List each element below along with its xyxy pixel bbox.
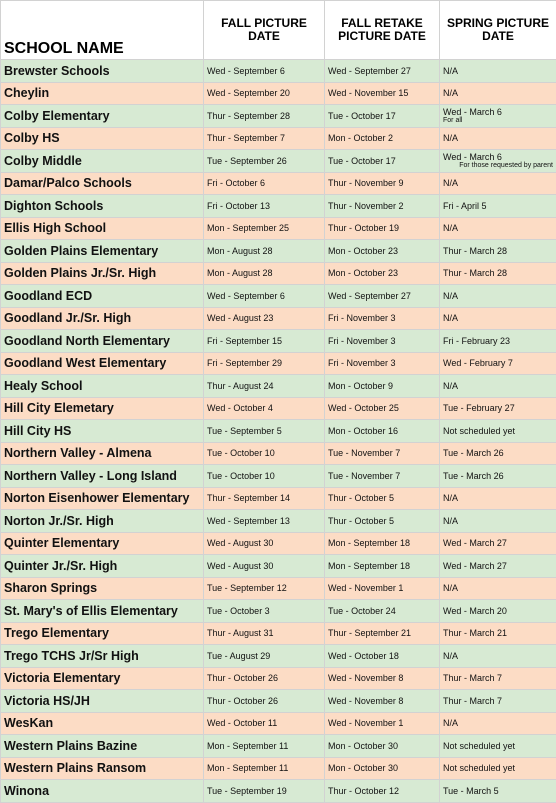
table-row bbox=[1, 240, 556, 263]
school-name-cell: Western Plains Ransom bbox=[1, 757, 204, 780]
spring-date-value: Tue - March 26 bbox=[443, 471, 504, 481]
spring-date-value: Thur - March 21 bbox=[443, 628, 507, 638]
table-row bbox=[1, 127, 556, 150]
spring-date-cell bbox=[440, 127, 556, 150]
table-row bbox=[1, 465, 556, 488]
retake-date-cell: Thur - November 9 bbox=[325, 172, 440, 195]
retake-date-cell: Thur - November 2 bbox=[325, 195, 440, 218]
retake-date-cell: Mon - October 16 bbox=[325, 420, 440, 443]
spring-date-cell bbox=[440, 600, 556, 623]
school-name-cell: Dighton Schools bbox=[1, 195, 204, 218]
spring-date-value: N/A bbox=[443, 66, 458, 76]
spring-date-cell bbox=[440, 577, 556, 600]
table-header bbox=[1, 1, 556, 60]
fall-date-cell: Mon - September 25 bbox=[204, 217, 325, 240]
header-spring-picture-date: SPRING PICTURE DATE bbox=[440, 1, 556, 60]
table-row bbox=[1, 442, 556, 465]
spring-date-cell bbox=[440, 465, 556, 488]
school-name-cell: Norton Eisenhower Elementary bbox=[1, 487, 204, 510]
spring-date-note: For those requested by parent bbox=[443, 162, 553, 170]
spring-date-value: Thur - March 28 bbox=[443, 246, 507, 256]
school-name-cell: Goodland North Elementary bbox=[1, 330, 204, 353]
table-row bbox=[1, 150, 556, 173]
table-row bbox=[1, 667, 556, 690]
school-name-cell: Hill City HS bbox=[1, 420, 204, 443]
header-school-name: SCHOOL NAME bbox=[1, 1, 204, 60]
table-row bbox=[1, 262, 556, 285]
school-name-cell: Colby Elementary bbox=[1, 105, 204, 128]
fall-date-cell: Thur - September 7 bbox=[204, 127, 325, 150]
fall-date-cell: Wed - September 6 bbox=[204, 285, 325, 308]
spring-date-cell bbox=[440, 420, 556, 443]
table-row bbox=[1, 307, 556, 330]
spring-date-value: N/A bbox=[443, 516, 458, 526]
table-row bbox=[1, 330, 556, 353]
spring-date-value: Tue - March 26 bbox=[443, 448, 504, 458]
retake-date-cell: Mon - September 18 bbox=[325, 532, 440, 555]
fall-date-cell: Fri - September 15 bbox=[204, 330, 325, 353]
spring-date-cell bbox=[440, 735, 556, 758]
fall-date-cell: Tue - September 5 bbox=[204, 420, 325, 443]
school-name-cell: Quinter Elementary bbox=[1, 532, 204, 555]
retake-date-cell: Mon - October 30 bbox=[325, 757, 440, 780]
spring-date-value: Wed - February 7 bbox=[443, 358, 513, 368]
retake-date-cell: Wed - November 8 bbox=[325, 690, 440, 713]
retake-date-cell: Wed - October 18 bbox=[325, 645, 440, 668]
table-row bbox=[1, 217, 556, 240]
spring-date-value: Fri - April 5 bbox=[443, 201, 487, 211]
spring-date-cell bbox=[440, 82, 556, 105]
spring-date-cell bbox=[440, 262, 556, 285]
fall-date-cell: Fri - October 6 bbox=[204, 172, 325, 195]
retake-date-cell: Tue - November 7 bbox=[325, 442, 440, 465]
spring-date-cell bbox=[440, 285, 556, 308]
table-row bbox=[1, 487, 556, 510]
spring-date-value: Thur - March 7 bbox=[443, 673, 502, 683]
fall-date-cell: Fri - September 29 bbox=[204, 352, 325, 375]
fall-date-cell: Thur - September 28 bbox=[204, 105, 325, 128]
school-name-cell: Cheylin bbox=[1, 82, 204, 105]
fall-date-cell: Tue - September 12 bbox=[204, 577, 325, 600]
spring-date-value: N/A bbox=[443, 651, 458, 661]
spring-date-cell bbox=[440, 240, 556, 263]
school-name-cell: Goodland ECD bbox=[1, 285, 204, 308]
spring-date-value: N/A bbox=[443, 88, 458, 98]
school-name-cell: Trego TCHS Jr/Sr High bbox=[1, 645, 204, 668]
spring-date-value: N/A bbox=[443, 178, 458, 188]
fall-date-cell: Wed - August 23 bbox=[204, 307, 325, 330]
school-name-cell: Northern Valley - Almena bbox=[1, 442, 204, 465]
fall-date-cell: Wed - September 6 bbox=[204, 60, 325, 83]
table-row bbox=[1, 600, 556, 623]
school-name-cell: St. Mary's of Ellis Elementary bbox=[1, 600, 204, 623]
spring-date-value: Wed - March 27 bbox=[443, 561, 507, 571]
table-row bbox=[1, 285, 556, 308]
table-row bbox=[1, 375, 556, 398]
spring-date-cell bbox=[440, 105, 556, 128]
spring-date-cell bbox=[440, 780, 556, 803]
spring-date-cell bbox=[440, 330, 556, 353]
school-name-cell: Ellis High School bbox=[1, 217, 204, 240]
table-row bbox=[1, 712, 556, 735]
retake-date-cell: Thur - October 12 bbox=[325, 780, 440, 803]
retake-date-cell: Mon - October 9 bbox=[325, 375, 440, 398]
spring-date-cell bbox=[440, 712, 556, 735]
school-name-cell: Golden Plains Jr./Sr. High bbox=[1, 262, 204, 285]
fall-date-cell: Mon - September 11 bbox=[204, 735, 325, 758]
spring-date-cell bbox=[440, 150, 556, 173]
fall-date-cell: Tue - October 10 bbox=[204, 442, 325, 465]
school-name-cell: Sharon Springs bbox=[1, 577, 204, 600]
header-fall-retake-date: FALL RETAKE PICTURE DATE bbox=[325, 1, 440, 60]
retake-date-cell: Thur - October 19 bbox=[325, 217, 440, 240]
school-name-cell: Colby Middle bbox=[1, 150, 204, 173]
spring-date-value: N/A bbox=[443, 313, 458, 323]
table-row bbox=[1, 397, 556, 420]
spring-date-cell bbox=[440, 307, 556, 330]
school-name-cell: Golden Plains Elementary bbox=[1, 240, 204, 263]
retake-date-cell: Thur - October 5 bbox=[325, 487, 440, 510]
retake-date-cell: Wed - November 15 bbox=[325, 82, 440, 105]
spring-date-value: Not scheduled yet bbox=[443, 763, 515, 773]
spring-date-cell bbox=[440, 645, 556, 668]
spring-date-value: Fri - February 23 bbox=[443, 336, 510, 346]
table-row bbox=[1, 690, 556, 713]
retake-date-cell: Fri - November 3 bbox=[325, 352, 440, 375]
retake-date-cell: Mon - October 30 bbox=[325, 735, 440, 758]
fall-date-cell: Wed - October 11 bbox=[204, 712, 325, 735]
spring-date-value: Not scheduled yet bbox=[443, 426, 515, 436]
school-name-cell: Colby HS bbox=[1, 127, 204, 150]
spring-date-cell bbox=[440, 375, 556, 398]
retake-date-cell: Wed - September 27 bbox=[325, 60, 440, 83]
school-name-cell: Goodland West Elementary bbox=[1, 352, 204, 375]
fall-date-cell: Tue - September 19 bbox=[204, 780, 325, 803]
school-name-cell: Brewster Schools bbox=[1, 60, 204, 83]
fall-date-cell: Mon - September 11 bbox=[204, 757, 325, 780]
school-name-cell: Damar/Palco Schools bbox=[1, 172, 204, 195]
table-row bbox=[1, 622, 556, 645]
fall-date-cell: Tue - October 3 bbox=[204, 600, 325, 623]
table-row bbox=[1, 532, 556, 555]
retake-date-cell: Mon - September 18 bbox=[325, 555, 440, 578]
retake-date-cell: Thur - September 21 bbox=[325, 622, 440, 645]
spring-date-note: For all bbox=[443, 117, 553, 125]
spring-date-value: Wed - March 6 bbox=[443, 107, 502, 117]
spring-date-cell bbox=[440, 622, 556, 645]
school-name-cell: Winona bbox=[1, 780, 204, 803]
school-name-cell: Western Plains Bazine bbox=[1, 735, 204, 758]
retake-date-cell: Wed - October 25 bbox=[325, 397, 440, 420]
retake-date-cell: Fri - November 3 bbox=[325, 330, 440, 353]
table-row bbox=[1, 780, 556, 803]
fall-date-cell: Thur - October 26 bbox=[204, 690, 325, 713]
school-name-cell: Quinter Jr./Sr. High bbox=[1, 555, 204, 578]
spring-date-cell bbox=[440, 60, 556, 83]
table-row bbox=[1, 105, 556, 128]
spring-date-value: N/A bbox=[443, 291, 458, 301]
table-row bbox=[1, 577, 556, 600]
spring-date-value: N/A bbox=[443, 583, 458, 593]
spring-date-value: Tue - March 5 bbox=[443, 786, 499, 796]
table-row bbox=[1, 82, 556, 105]
spring-date-cell bbox=[440, 510, 556, 533]
table-row bbox=[1, 172, 556, 195]
spring-date-cell bbox=[440, 397, 556, 420]
school-name-cell: Healy School bbox=[1, 375, 204, 398]
fall-date-cell: Thur - October 26 bbox=[204, 667, 325, 690]
spring-date-cell bbox=[440, 757, 556, 780]
spring-date-value: Wed - March 27 bbox=[443, 538, 507, 548]
fall-date-cell: Thur - August 31 bbox=[204, 622, 325, 645]
fall-date-cell: Thur - September 14 bbox=[204, 487, 325, 510]
table-row bbox=[1, 60, 556, 83]
spring-date-cell bbox=[440, 555, 556, 578]
spring-date-value: Thur - March 28 bbox=[443, 268, 507, 278]
table-row bbox=[1, 735, 556, 758]
school-name-cell: WesKan bbox=[1, 712, 204, 735]
fall-date-cell: Wed - September 20 bbox=[204, 82, 325, 105]
fall-date-cell: Tue - October 10 bbox=[204, 465, 325, 488]
retake-date-cell: Fri - November 3 bbox=[325, 307, 440, 330]
spring-date-value: Tue - February 27 bbox=[443, 403, 515, 413]
retake-date-cell: Mon - October 2 bbox=[325, 127, 440, 150]
school-name-cell: Goodland Jr./Sr. High bbox=[1, 307, 204, 330]
table-row bbox=[1, 555, 556, 578]
retake-date-cell: Tue - November 7 bbox=[325, 465, 440, 488]
retake-date-cell: Tue - October 17 bbox=[325, 150, 440, 173]
fall-date-cell: Wed - September 13 bbox=[204, 510, 325, 533]
table-row bbox=[1, 757, 556, 780]
school-name-cell: Trego Elementary bbox=[1, 622, 204, 645]
spring-date-cell bbox=[440, 487, 556, 510]
retake-date-cell: Wed - September 27 bbox=[325, 285, 440, 308]
retake-date-cell: Mon - October 23 bbox=[325, 240, 440, 263]
retake-date-cell: Wed - November 1 bbox=[325, 577, 440, 600]
fall-date-cell: Thur - August 24 bbox=[204, 375, 325, 398]
spring-date-value: Thur - March 7 bbox=[443, 696, 502, 706]
table-row bbox=[1, 510, 556, 533]
retake-date-cell: Wed - November 1 bbox=[325, 712, 440, 735]
spring-date-value: Wed - March 6 bbox=[443, 152, 502, 162]
fall-date-cell: Wed - August 30 bbox=[204, 532, 325, 555]
table-row bbox=[1, 420, 556, 443]
school-name-cell: Victoria Elementary bbox=[1, 667, 204, 690]
spring-date-cell bbox=[440, 352, 556, 375]
retake-date-cell: Tue - October 24 bbox=[325, 600, 440, 623]
spring-date-value: N/A bbox=[443, 223, 458, 233]
table-row bbox=[1, 645, 556, 668]
school-name-cell: Norton Jr./Sr. High bbox=[1, 510, 204, 533]
fall-date-cell: Wed - October 4 bbox=[204, 397, 325, 420]
table-row bbox=[1, 352, 556, 375]
spring-date-cell bbox=[440, 667, 556, 690]
spring-date-value: N/A bbox=[443, 718, 458, 728]
fall-date-cell: Mon - August 28 bbox=[204, 262, 325, 285]
school-name-cell: Hill City Elemetary bbox=[1, 397, 204, 420]
spring-date-cell bbox=[440, 442, 556, 465]
school-name-cell: Victoria HS/JH bbox=[1, 690, 204, 713]
spring-date-value: N/A bbox=[443, 133, 458, 143]
spring-date-cell bbox=[440, 217, 556, 240]
spring-date-cell bbox=[440, 172, 556, 195]
fall-date-cell: Wed - August 30 bbox=[204, 555, 325, 578]
fall-date-cell: Tue - August 29 bbox=[204, 645, 325, 668]
retake-date-cell: Mon - October 23 bbox=[325, 262, 440, 285]
header-fall-picture-date: FALL PICTURE DATE bbox=[204, 1, 325, 60]
fall-date-cell: Fri - October 13 bbox=[204, 195, 325, 218]
spring-date-value: N/A bbox=[443, 381, 458, 391]
table-row bbox=[1, 195, 556, 218]
retake-date-cell: Tue - October 17 bbox=[325, 105, 440, 128]
spring-date-value: Not scheduled yet bbox=[443, 741, 515, 751]
spring-date-cell bbox=[440, 690, 556, 713]
spring-date-cell bbox=[440, 195, 556, 218]
retake-date-cell: Wed - November 8 bbox=[325, 667, 440, 690]
fall-date-cell: Tue - September 26 bbox=[204, 150, 325, 173]
table-body bbox=[1, 60, 556, 803]
fall-date-cell: Mon - August 28 bbox=[204, 240, 325, 263]
retake-date-cell: Thur - October 5 bbox=[325, 510, 440, 533]
spring-date-value: N/A bbox=[443, 493, 458, 503]
spring-date-cell bbox=[440, 532, 556, 555]
school-name-cell: Northern Valley - Long Island bbox=[1, 465, 204, 488]
spring-date-value: Wed - March 20 bbox=[443, 606, 507, 616]
